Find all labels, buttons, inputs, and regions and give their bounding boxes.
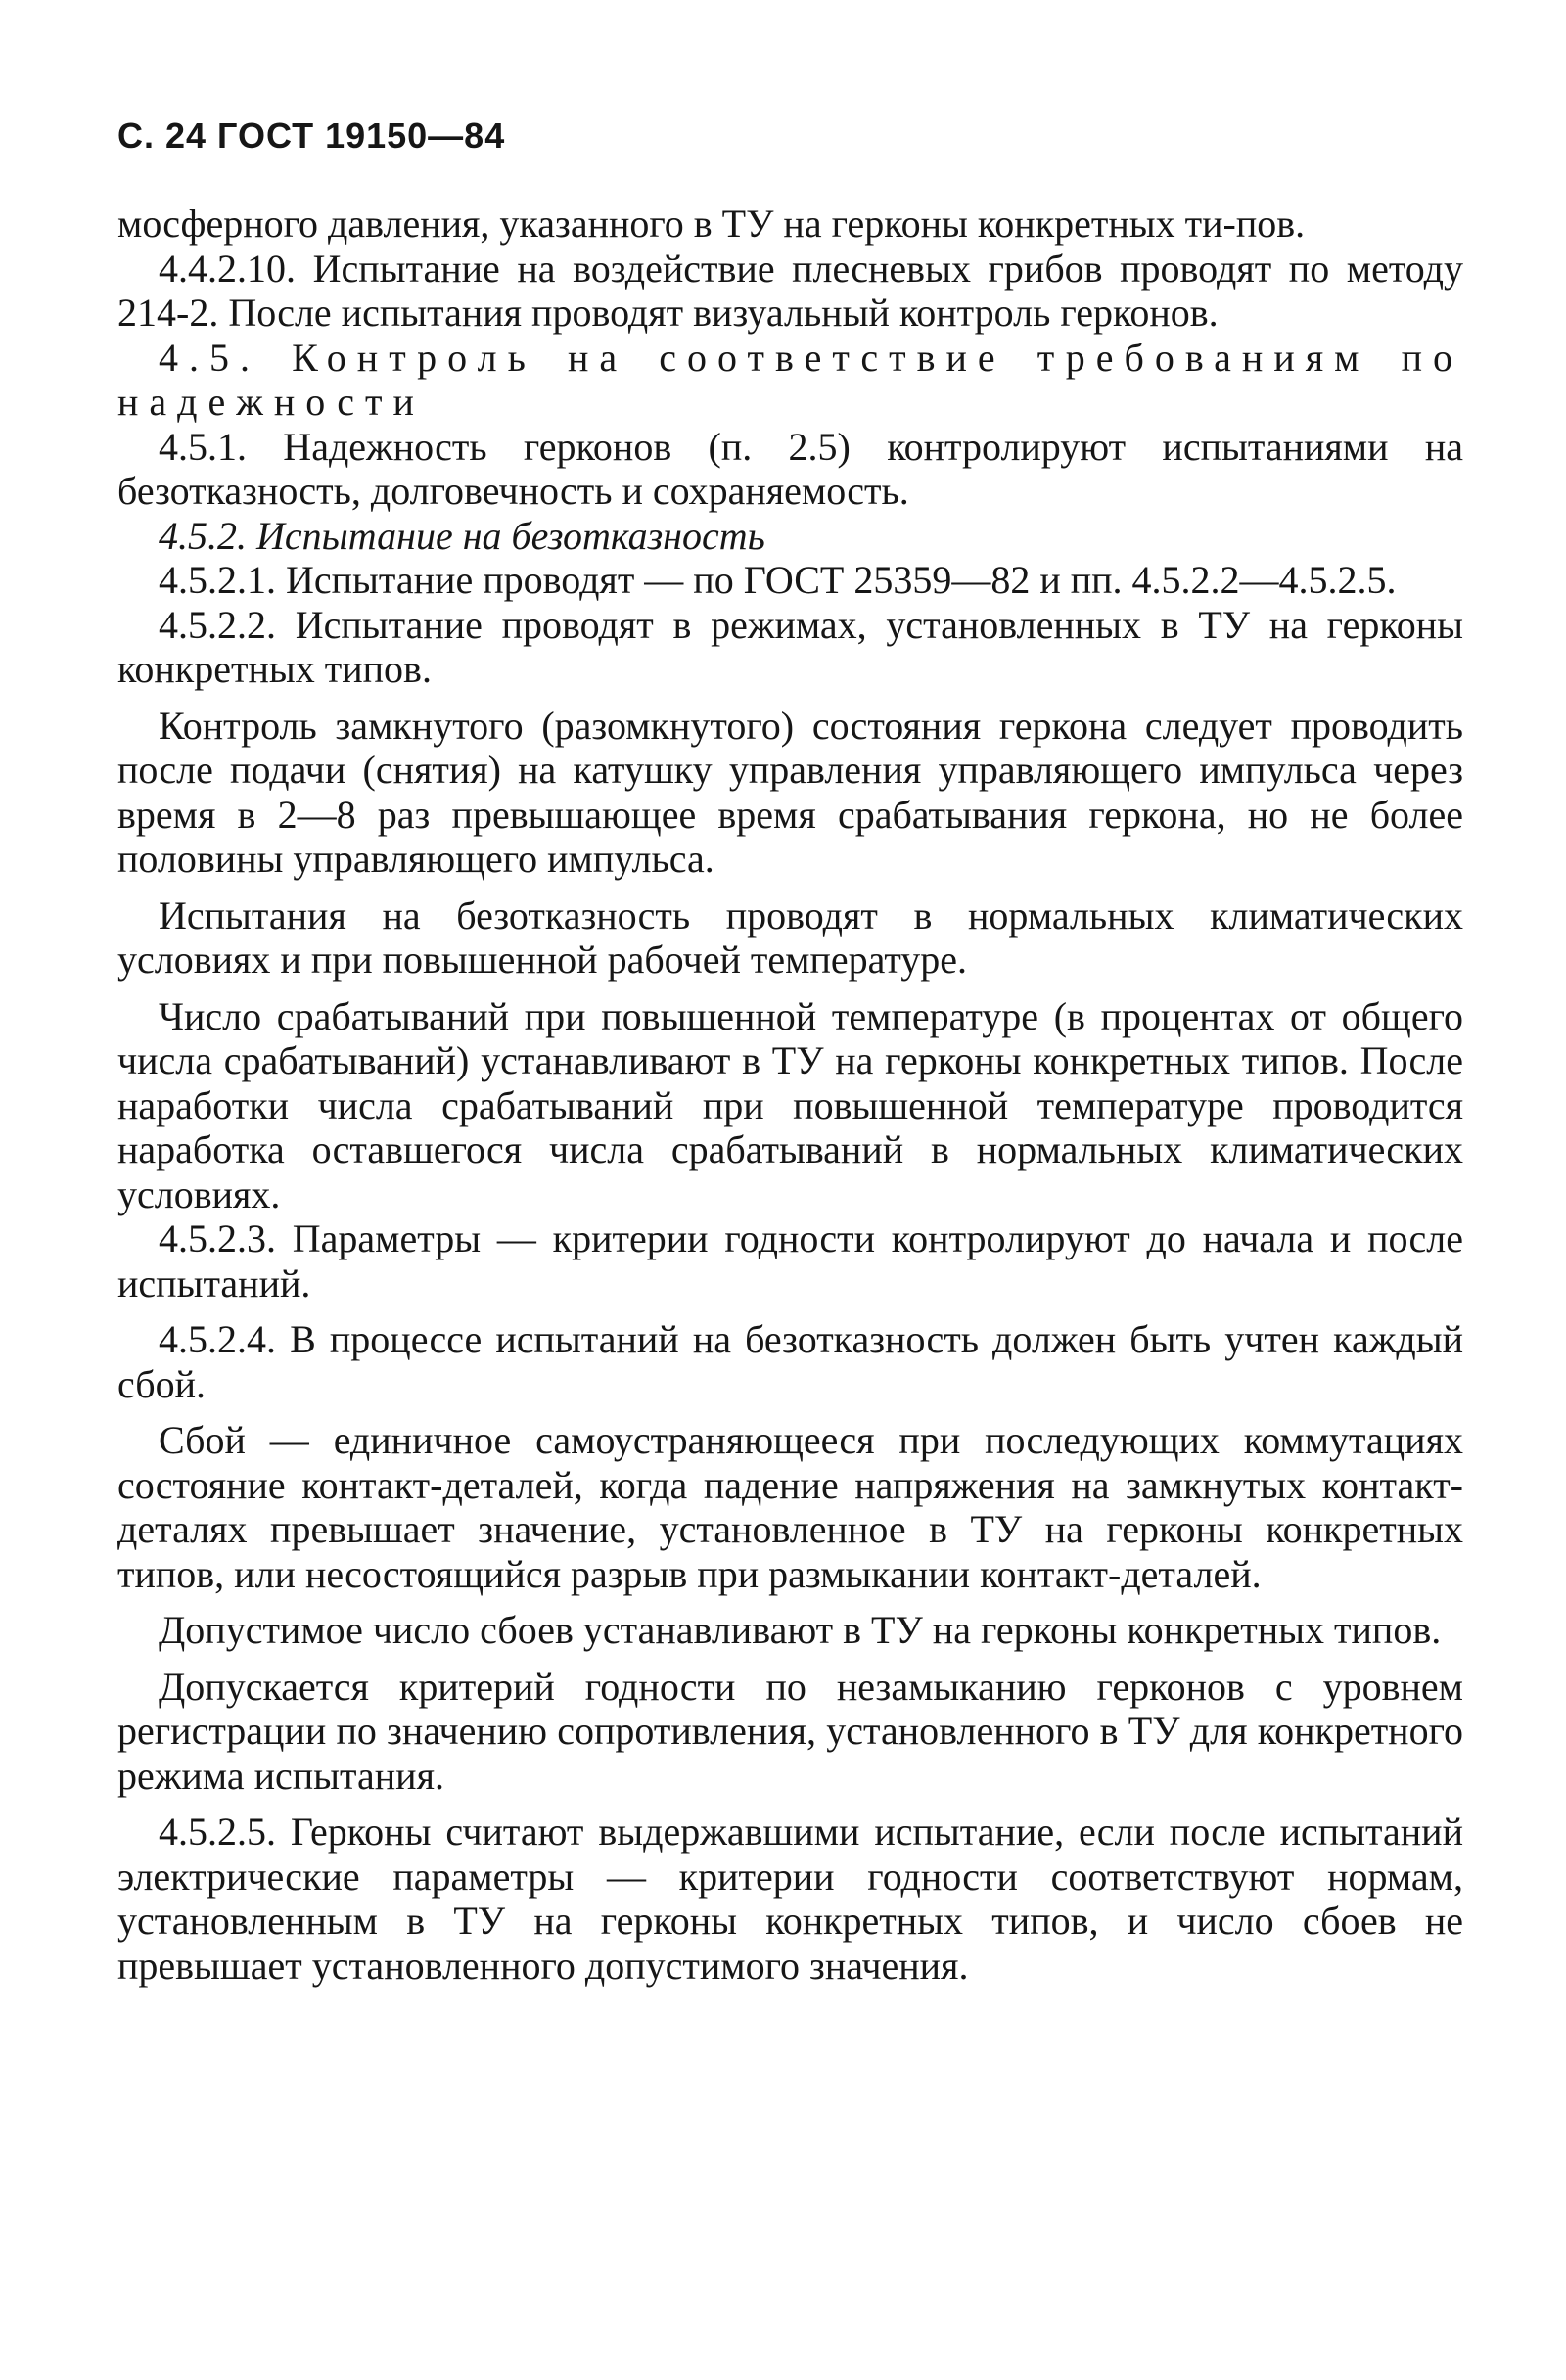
paragraph-contact-control: Контроль замкнутого (разомкнутого) состояния геркона следует проводить после подачи (снятия) на катушку управления управляющего импульса через время в 2—8 раз превышающее время срабатывания геркона, но не более половины управляющего импульса. [117, 703, 1463, 881]
paragraph-4-5-2-5: 4.5.2.5. Герконы считают выдержавшими испытание, если после испытаний электрические параметры — критерии годности соответствуют нормам, установленным в ТУ на герконы конкретных типов, и число сбоев не превышает установленного допустимого значения. [117, 1809, 1463, 1988]
paragraph-4-5-2-4: 4.5.2.4. В процессе испытаний на безотказность должен быть учтен каждый сбой. [117, 1317, 1463, 1406]
paragraph-test-conditions: Испытания на безотказность проводят в нормальных климатических условиях и при повышенной рабочей температуре. [117, 892, 1463, 982]
subheading-4-5-2: 4.5.2. Испытание на безотказность [159, 513, 765, 558]
paragraph-4-5-2-1: 4.5.2.1. Испытание проводят — по ГОСТ 25359—82 и пп. 4.5.2.2—4.5.2.5. [159, 558, 1397, 602]
page-header: С. 24 ГОСТ 19150—84 [117, 115, 506, 156]
paragraph-operation-count: Число срабатываний при повышенной температуре (в процентах от общего числа срабатываний) устанавливают в ТУ на герконы конкретных типов. После наработки числа срабатываний при повышенной температуре проводится наработка оставшегося числа срабатываний в нормальных климатических условиях. [117, 993, 1463, 1216]
paragraph-criterion: Допускается критерий годности по незамыканию герконов с уровнем регистрации по значению сопротивления, установленного в ТУ для конкретного режима испытания. [117, 1664, 1463, 1798]
paragraph-continuation: мосферного давления, указанного в ТУ на герконы конкретных ти-пов. [117, 202, 1306, 246]
paragraph-4-4-2-10: 4.4.2.10. Испытание на воздействие плесневых грибов проводят по методу 214-2. После испытания проводят визуальный контроль герконов. [117, 246, 1463, 335]
paragraph-4-5-1: 4.5.1. Надежность герконов (п. 2.5) контролируют испытаниями на безотказность, долговечность и сохраняемость. [117, 424, 1463, 513]
paragraph-failure-definition: Сбой — единичное самоустраняющееся при последующих коммутациях состояние контакт-деталей, когда падение напряжения на замкнутых контакт-деталях превышает значение, установленное в ТУ на герконы конкретных типов, или несостоящийся разрыв при размыкании контакт-деталей. [117, 1418, 1463, 1596]
paragraph-failure-limit: Допустимое число сбоев устанавливают в ТУ на герконы конкретных типов. [159, 1608, 1442, 1652]
document-body [117, 202, 1463, 1988]
paragraph-4-5-2-3: 4.5.2.3. Параметры — критерии годности контролируют до начала и после испытаний. [117, 1216, 1463, 1305]
section-heading-4-5: 4.5. Контроль на соответствие требованиям по надежности [117, 335, 1463, 424]
paragraph-4-5-2-2: 4.5.2.2. Испытание проводят в режимах, установленных в ТУ на герконы конкретных типов. [117, 602, 1463, 691]
